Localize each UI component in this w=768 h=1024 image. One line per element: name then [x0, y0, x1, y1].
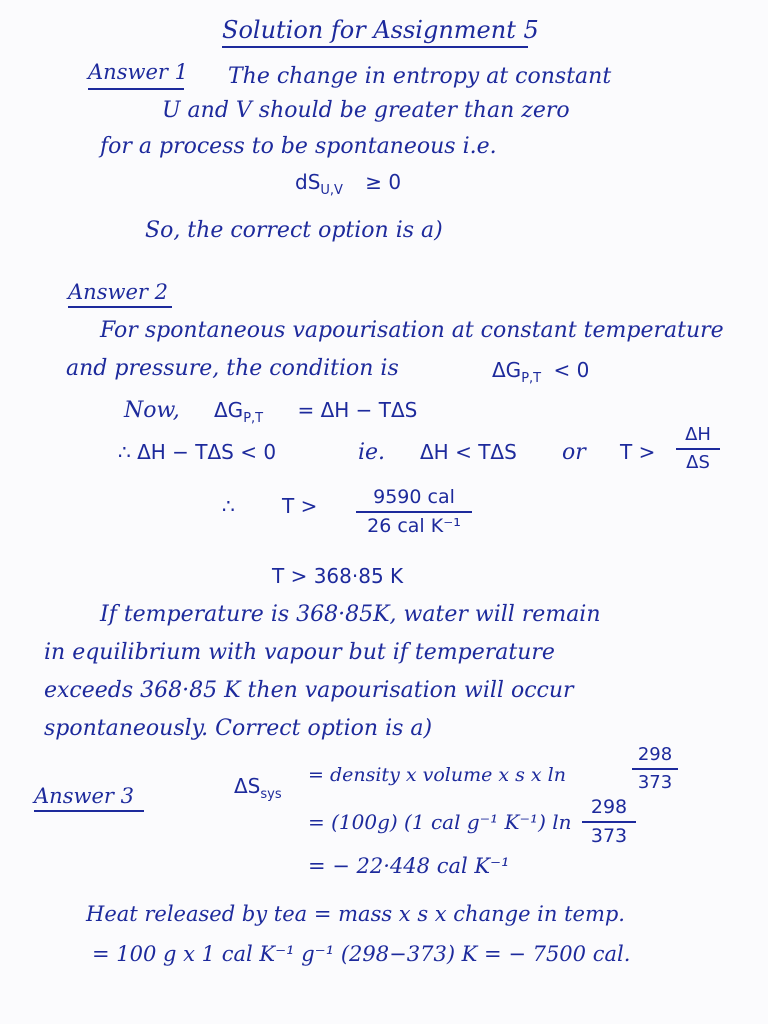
answer2-fraction-values: [356, 486, 472, 538]
answer2-paragraph-line3: exceeds 368·85 K then vapourisation will occur: [44, 678, 574, 703]
answer3-fraction1: [632, 744, 678, 793]
answer2-therefore-symbol: ∴: [222, 494, 235, 518]
fraction-bar: [356, 511, 472, 513]
answer2-t-greater: T >: [620, 440, 656, 464]
answer3-delta-s-sys: $\Delta S_{sys}$: [234, 774, 282, 802]
answer3-equation2: = (100g) (1 cal g⁻¹ K⁻¹) ln: [308, 810, 572, 834]
answer2-condition: $\Delta G_{P,T} < 0$: [492, 358, 590, 386]
answer2-paragraph-line4: spontaneously. Correct option is a): [44, 716, 433, 741]
answer3-heat-released-line: Heat released by tea = mass x s x change in temp.: [86, 902, 625, 926]
answer1-equation: $dS_{U,V} \ge 0$: [295, 170, 402, 198]
answer2-now-label: Now,: [124, 398, 180, 423]
title-underline: [222, 46, 528, 48]
answer1-line1: The change in entropy at constant: [228, 64, 612, 89]
answer2-now-equation: $\Delta G_{P,T} = \Delta H - T\Delta S$: [214, 398, 418, 426]
fraction-denominator: 26 cal K⁻¹: [367, 514, 461, 537]
page-title: Solution for Assignment 5: [222, 16, 539, 44]
answer3-label-underline: [34, 810, 144, 812]
answer1-label-underline: [88, 88, 184, 90]
fraction-numerator: 9590 cal: [373, 486, 455, 508]
fraction-numerator: 298: [590, 796, 628, 818]
answer1-label: Answer 1: [88, 60, 188, 84]
answer2-result: T > 368·85 K: [272, 564, 404, 588]
answer3-equation3: = − 22·448 cal K⁻¹: [308, 854, 510, 878]
answer2-fraction-dh-ds: [676, 424, 720, 473]
answer2-paragraph-line1: If temperature is 368·85K, water will remain: [100, 602, 601, 627]
answer3-fraction2: [582, 796, 636, 848]
fraction-denominator: 373: [637, 771, 673, 793]
answer1-line2: U and V should be greater than zero: [162, 98, 570, 123]
answer2-line1: For spontaneous vapourisation at constant temperature: [100, 318, 724, 343]
answer3-label: Answer 3: [34, 784, 134, 808]
answer2-line2: and pressure, the condition is: [66, 356, 399, 381]
fraction-bar: [632, 768, 678, 770]
answer3-heat-calculation: = 100 g x 1 cal K⁻¹ g⁻¹ (298−373) K = − 7500 cal.: [92, 942, 631, 966]
fraction-numerator: ΔH: [685, 424, 711, 445]
answer2-label-underline: [68, 306, 172, 308]
answer1-conclusion: So, the correct option is a): [145, 218, 443, 243]
fraction-bar: [582, 821, 636, 823]
answer2-therefore-line: ∴ ΔH − TΔS < 0: [118, 440, 277, 464]
fraction-numerator: 298: [637, 744, 673, 765]
answer2-ie-expression: ΔH < TΔS: [420, 440, 517, 464]
answer2-ie-label: ie.: [358, 440, 386, 465]
answer2-t-greater-2: T >: [282, 494, 318, 518]
fraction-bar: [676, 448, 720, 450]
answer1-line3: for a process to be spontaneous i.e.: [100, 134, 497, 159]
fraction-denominator: 373: [590, 824, 628, 847]
answer3-equation1: = density x volume x s x ln: [308, 764, 566, 786]
answer2-label: Answer 2: [68, 280, 168, 304]
fraction-denominator: ΔS: [686, 451, 710, 473]
answer2-or-label: or: [562, 440, 586, 465]
answer2-paragraph-line2: in equilibrium with vapour but if temperature: [44, 640, 555, 665]
